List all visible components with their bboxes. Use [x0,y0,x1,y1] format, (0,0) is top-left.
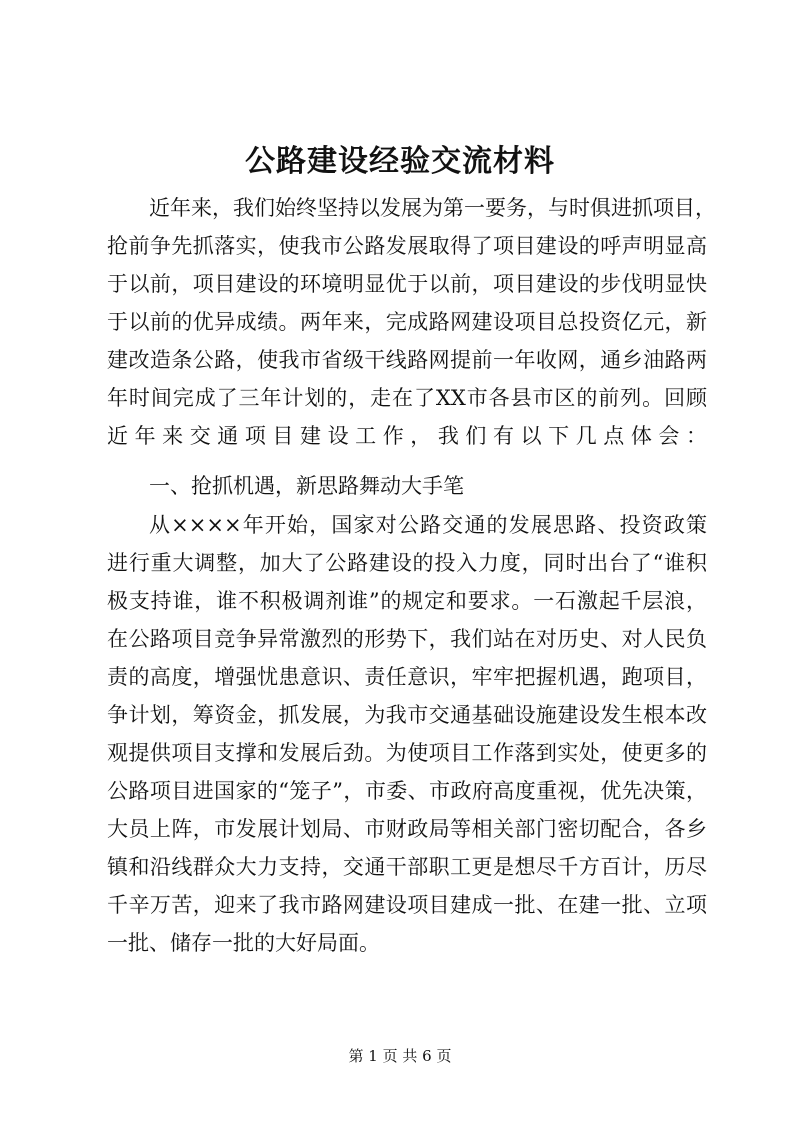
body-line: 争计划，筹资金，抓发展，为我市交通基础设施建设发生根本改 [107,703,707,727]
body-line: 年时间完成了三年计划的，走在了XX市各县市区的前列。回顾 [107,386,707,410]
document-title: 公路建设经验交流材料 [245,144,555,179]
body-line: 近年来交通项目建设工作，我们有以下几点体会： [107,424,707,448]
body-line: 公路项目进国家的“笼子”，市委、市政府高度重视，优先决策， [107,779,707,803]
body-line: 一批、储存一批的大好局面。 [107,931,380,955]
section-heading: 一、抢抓机遇，新思路舞动大手笔 [149,474,464,498]
body-line: 观提供项目支撑和发展后劲。为使项目工作落到实处，使更多的 [107,741,707,765]
page-number: 第 1 页 共 6 页 [348,1047,452,1065]
body-line: 千辛万苦，迎来了我市路网建设项目建成一批、在建一批、立项 [107,893,707,917]
body-line: 大员上阵，市发展计划局、市财政局等相关部门密切配合，各乡 [107,817,707,841]
body-line: 责的高度，增强忧患意识、责任意识，牢牢把握机遇，跑项目， [107,665,707,689]
body-line: 从××××年开始，国家对公路交通的发展思路、投资政策 [149,513,707,537]
body-line: 镇和沿线群众大力支持，交通干部职工更是想尽千方百计，历尽 [107,855,707,879]
body-line: 极支持谁，谁不积极调剂谁”的规定和要求。一石激起千层浪， [107,589,707,613]
body-line: 进行重大调整，加大了公路建设的投入力度，同时出台了“谁积 [107,551,707,575]
body-line: 建改造条公路，使我市省级干线路网提前一年收网，通乡油路两 [107,348,707,372]
body-line: 在公路项目竞争异常激烈的形势下，我们站在对历史、对人民负 [107,627,707,651]
body-line: 抢前争先抓落实，使我市公路发展取得了项目建设的呼声明显高 [107,234,707,258]
body-line: 于以前，项目建设的环境明显优于以前，项目建设的步伐明显快 [107,272,707,296]
body-line: 于以前的优异成绩。两年来，完成路网建设项目总投资亿元，新 [107,310,707,334]
body-line: 近年来，我们始终坚持以发展为第一要务，与时俱进抓项目， [149,196,716,220]
